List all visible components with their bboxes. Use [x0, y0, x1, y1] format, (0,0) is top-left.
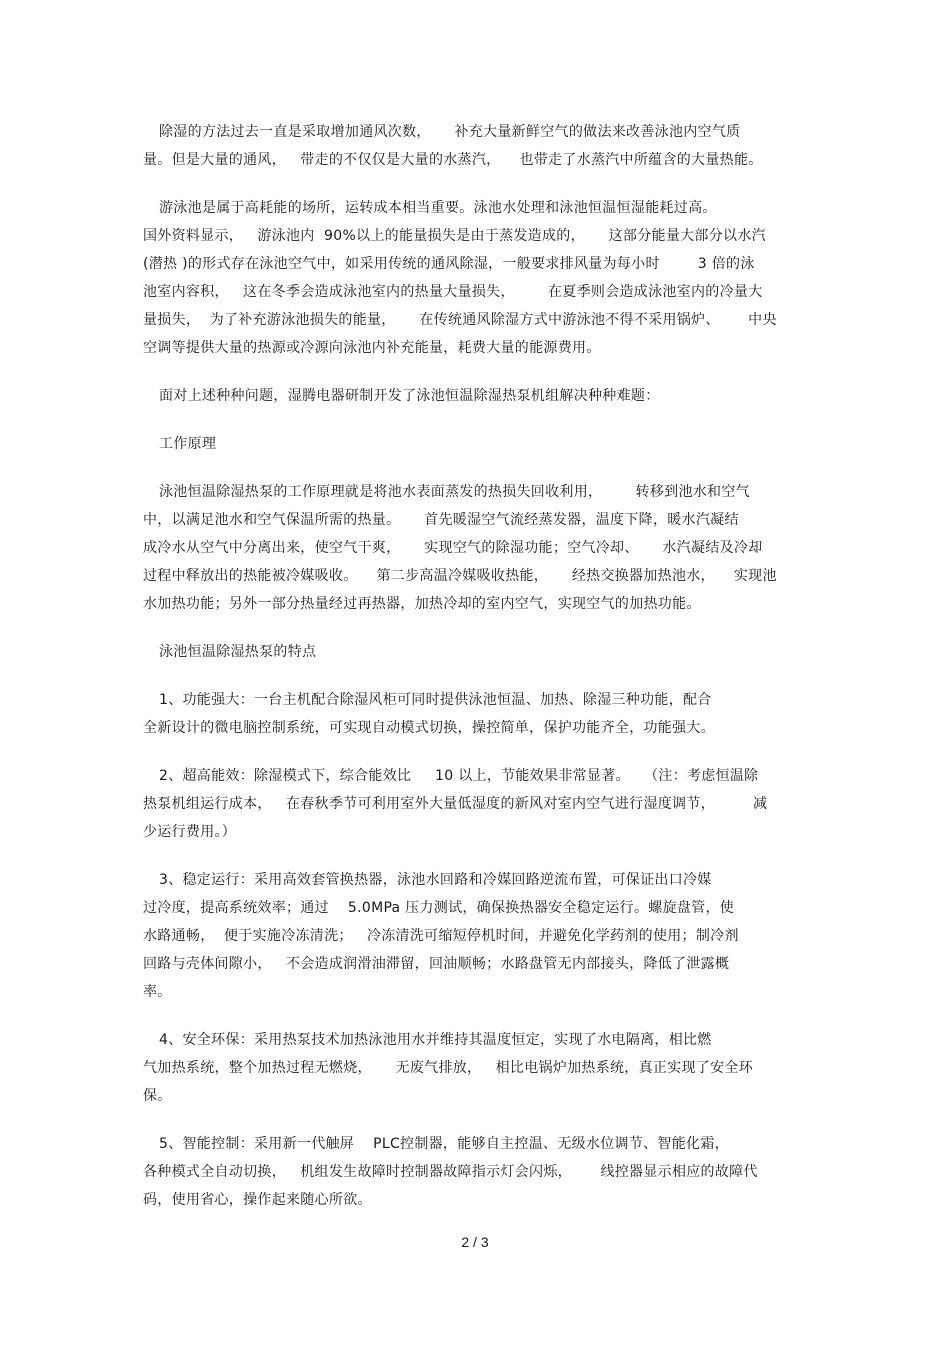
text-line: 保。 — [143, 1088, 172, 1104]
text-line: 工作原理 — [159, 436, 217, 452]
text-line: 空调等提供大量的热源或冷源向泳池内补充能量，耗费大量的能源费用。 — [143, 340, 601, 356]
document-body — [143, 118, 813, 1234]
text-line: 各种模式全自动切换， 机组发生故障时控制器故障指示灯会闪烁， 线控器显示相应的故障代 — [143, 1164, 758, 1180]
text-line: 量损失， 为了补充游泳池损失的能量， 在传统通风除湿方式中游泳池不得不采用锅炉、 中央 — [143, 312, 777, 328]
text-line: 5、智能控制：采用新一代触屏 PLC控制器，能够自主控温、无级水位调节、智能化霜， — [159, 1136, 729, 1152]
text-line: 2、超高能效：除湿模式下，综合能效比 10 以上，节能效果非常显著。 （注：考虑恒温除 — [159, 768, 759, 784]
text-line: 过程中释放出的热能被冷媒吸收。 第二步高温冷媒吸收热能， 经热交换器加热池水， 实现池 — [143, 568, 777, 584]
text-line: 除湿的方法过去一直是采取增加通风次数， 补充大量新鲜空气的做法来改善泳池内空气质 — [159, 124, 741, 140]
text-line: 4、安全环保：采用热泵技术加热泳池用水并维持其温度恒定，实现了水电隔离，相比燃 — [159, 1032, 712, 1048]
paragraph — [143, 1130, 813, 1214]
text-line: 中，以满足池水和空气保温所需的热量。 首先暖湿空气流经蒸发器，温度下降，暖水汽凝结 — [143, 512, 739, 528]
text-line: 率。 — [143, 984, 172, 1000]
page-number: 2 / 3 — [461, 1234, 489, 1250]
paragraph — [143, 1026, 813, 1110]
text-line: 过冷度，提高系统效率；通过 5.0MPa 压力测试，确保换热器安全稳定运行。螺旋盘管，使 — [143, 900, 735, 916]
text-line: 全新设计的微电脑控制系统，可实现自动模式切换，操控简单，保护功能齐全，功能强大。 — [143, 720, 715, 736]
text-line: 1、功能强大：一台主机配合除湿风柜可同时提供泳池恒温、加热、除湿三种功能，配合 — [159, 692, 712, 708]
text-line: 国外资料显示， 游泳池内 90%以上的能量损失是由于蒸发造成的， 这部分能量大部分以水汽 — [143, 228, 766, 244]
paragraph — [143, 686, 813, 742]
text-line: 3、稳定运行：采用高效套管换热器，泳池水回路和冷媒回路逆流布置，可保证出口冷媒 — [159, 872, 712, 888]
text-line: 少运行费用。） — [143, 824, 237, 840]
text-line: 泳池恒温除湿热泵的工作原理就是将池水表面蒸发的热损失回收利用， 转移到池水和空气 — [159, 484, 750, 500]
text-line: 热泵机组运行成本， 在春秋季节可利用室外大量低湿度的新风对室内空气进行湿度调节， 减 — [143, 796, 768, 812]
text-line: 泳池恒温除湿热泵的特点 — [159, 644, 317, 660]
paragraph — [143, 762, 813, 846]
paragraph — [143, 118, 813, 174]
paragraph — [143, 194, 813, 362]
text-line: (潜热 )的形式存在泳池空气中，如采用传统的通风除湿，一般要求排风量为每小时 3 倍的泳 — [143, 256, 755, 272]
paragraph — [143, 638, 813, 666]
paragraph — [143, 382, 813, 410]
text-line: 量。但是大量的通风， 带走的不仅仅是大量的水蒸汽， 也带走了水蒸汽中所蕴含的大量热能。 — [143, 152, 763, 168]
text-line: 池室内容积， 这在冬季会造成泳池室内的热量大量损失， 在夏季则会造成泳池室内的冷量大 — [143, 284, 763, 300]
text-line: 水路通畅， 便于实施冷冻清洗； 冷冻清洗可缩短停机时间，并避免化学药剂的使用；制冷剂 — [143, 928, 739, 944]
text-line: 水加热功能；另外一部分热量经过再热器，加热冷却的室内空气，实现空气的加热功能。 — [143, 596, 701, 612]
paragraph — [143, 478, 813, 618]
paragraph — [143, 866, 813, 1006]
text-line: 回路与壳体间隙小， 不会造成润滑油滞留，回油顺畅；水路盘管无内部接头，降低了泄露概 — [143, 956, 730, 972]
paragraph — [143, 430, 813, 458]
text-line: 游泳池是属于高耗能的场所，运转成本相当重要。泳池水处理和泳池恒温恒湿能耗过高。 — [159, 200, 717, 216]
text-line: 气加热系统，整个加热过程无燃烧， 无废气排放， 相比电锅炉加热系统，真正实现了安全环 — [143, 1060, 753, 1076]
text-line: 成冷水从空气中分离出来，使空气干爽， 实现空气的除湿功能；空气冷却、 水汽凝结及冷却 — [143, 540, 763, 556]
text-line: 码，使用省心，操作起来随心所欲。 — [143, 1192, 372, 1208]
text-line: 面对上述种种问题，湿腾电器研制开发了泳池恒温除湿热泵机组解决种种难题： — [159, 388, 660, 404]
